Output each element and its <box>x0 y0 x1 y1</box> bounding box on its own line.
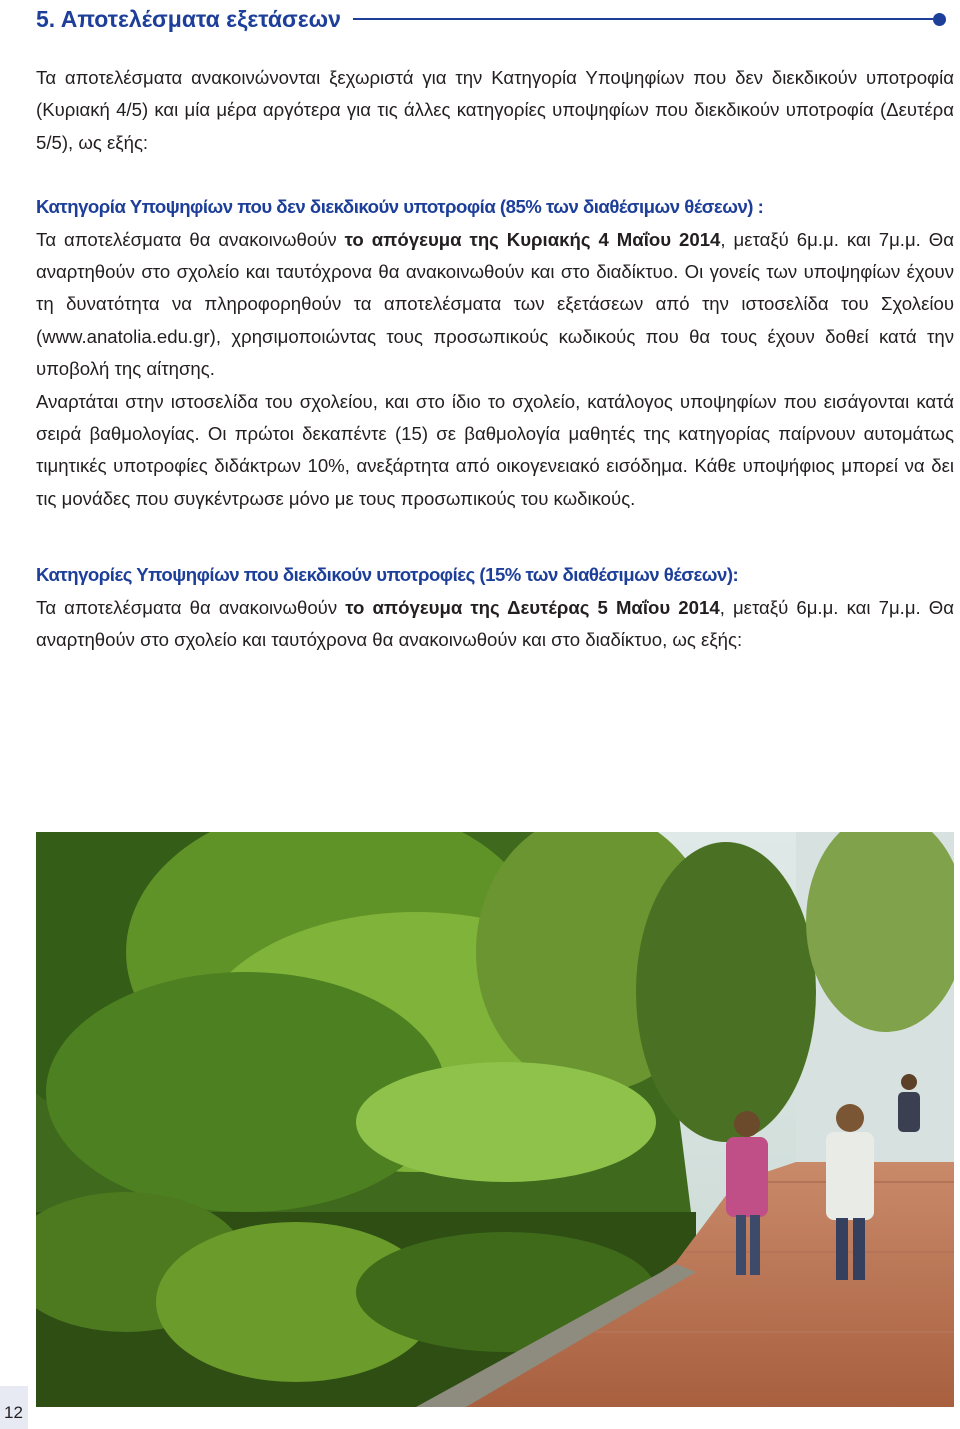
spacer <box>36 515 954 559</box>
header-rule <box>353 18 933 20</box>
spacer <box>36 159 954 191</box>
section2-date: το απόγευμα της Δευτέρας 5 Μαΐου 2014 <box>345 596 720 618</box>
page-number: 12 <box>4 1403 23 1422</box>
intro-paragraph: Τα αποτελέσματα ανακοινώνονται ξεχωριστά για την Κατηγορία Υποψηφίων που δεν διεκδικούν υποτροφία (Κυριακή 4/5) και μία μέρα αργότερα για τις άλλες κατηγορίες υποψηφίων που διεκδικούν υποτροφία (Δευτέρα 5/5), ως εξής: <box>36 67 954 153</box>
section1-date: το απόγευμα της Κυριακής 4 Μαΐου 2014 <box>344 228 721 250</box>
section1-paragraph <box>36 224 954 386</box>
section-title: 5. Αποτελέσματα εξετάσεων <box>36 5 341 32</box>
section2-heading: Κατηγορίες Υποψηφίων που διεκδικούν υποτροφίες (15% των διαθέσιμων θέσεων): <box>36 564 739 586</box>
section2-paragraph <box>36 592 954 657</box>
header-dot-icon <box>933 13 946 26</box>
campus-photo-illustration <box>36 832 954 1407</box>
body-text <box>36 62 954 657</box>
campus-photo <box>36 832 954 1407</box>
section1-text-start: Τα αποτελέσματα θα ανακοινωθούν <box>36 228 345 250</box>
section1-paragraph2: Αναρτάται στην ιστοσελίδα του σχολείου, και στο ίδιο το σχολείο, κατάλογος υποψηφίων που εισάγονται κατά σειρά βαθμολογίας. Οι πρώτοι δεκαπέντε (15) σε βαθμολογία μαθητές της κατηγορίας παίρνουν αυτομάτως τιμητικές υποτροφίες διδάκτρων 10%, ανεξάρτητα από οικογενειακό εισόδημα. Κάθε υποψήφιος μπορεί να δει τις μονάδες που συγκέντρωσε μόνο με τους προσωπικούς του κωδικούς. <box>36 390 954 509</box>
section-header <box>36 2 946 36</box>
section2-text-end: , μεταξύ 6μ.μ. και 7μ.μ. Θα αναρτηθούν στο σχολείο και ταυτόχρονα θα ανακοινωθούν και στο διαδίκτυο, ως εξής: <box>36 596 955 651</box>
section2-text-start: Τα αποτελέσματα θα ανακοινωθούν <box>36 596 346 618</box>
section1-text-end: , μεταξύ 6μ.μ. και 7μ.μ. Θα αναρτηθούν στο σχολείο και ταυτόχρονα θα ανακοινωθούν και στο διαδίκτυο. Οι γονείς των υποψηφίων έχουν τη δυνατότητα να πληροφορηθούν τα αποτελέσματα των εξετάσεων από την ιστοσελίδα του Σχολείου (www.anatolia.edu.gr), χρησιμοποιώντας τους προσωπικούς κωδικούς που θα τους έχουν δοθεί κατά την υποβολή της αίτησης. <box>36 228 954 380</box>
section1-heading: Κατηγορία Υποψηφίων που δεν διεκδικούν υποτροφία (85% των διαθέσιμων θέσεων) : <box>36 196 764 218</box>
